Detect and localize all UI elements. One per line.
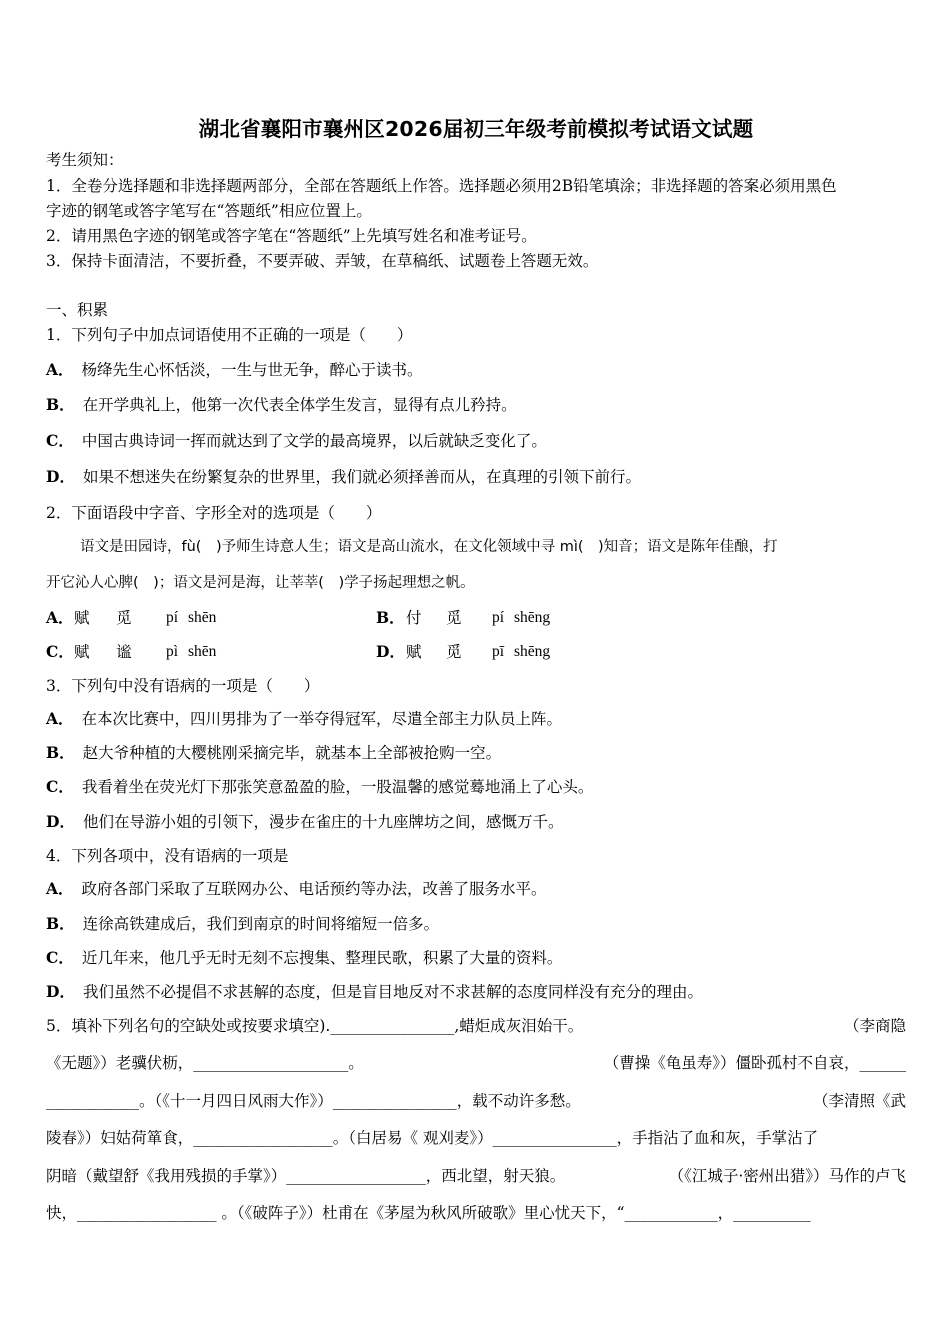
option-letter: A． <box>46 879 74 898</box>
line-text: 快，__________________ 。（《破阵子》）杜甫在《茅屋为秋风所破歌》里心忧天下，“____________，__________ <box>46 1204 811 1222</box>
question-1-option-c <box>46 430 906 452</box>
question-4-stem: 4．下列各项中，没有语病的一项是 <box>46 847 289 865</box>
option-text: 他们在导游小姐的引领下，漫步在雀庄的十九座牌坊之间，感慨万千。 <box>82 813 564 831</box>
option-letter: C． <box>46 431 74 450</box>
option-char: 赋 <box>406 643 422 661</box>
question-1-stem: 1．下列句子中加点词语使用不正确的一项是（ ） <box>46 326 413 344</box>
option-text: 政府各部门采取了互联网办公、电话预约等办法，改善了服务水平。 <box>81 880 547 898</box>
option-text: 连徐高铁建成后，我们到南京的时间将缩短一倍多。 <box>82 915 440 933</box>
option-pinyin: shēng <box>514 609 551 626</box>
option-letter: C． <box>46 642 74 661</box>
line-text: 《无题》）老骥伏枥，____________________。 <box>46 1054 364 1072</box>
question-2-passage: 开它沁人心脾( )；语文是河是海，让莘莘( )学子扬起理想之帆。 <box>46 575 475 591</box>
question-1-option-d <box>46 466 906 488</box>
notice-heading: 考生须知： <box>46 151 124 169</box>
question-3-stem: 3．下列句中没有语病的一项是（ ） <box>46 677 320 695</box>
option-letter: C． <box>46 948 74 967</box>
option-text: 中国古典诗词一挥而就达到了文学的最高境界，以后就缺乏变化了。 <box>81 432 547 450</box>
option-pinyin: pí <box>492 609 505 626</box>
question-4-option-b <box>46 913 906 935</box>
line-text: 陵春》）妇姑荷箪食，__________________。（白居易《 观刈麦》）________________，手指沾了血和灰，手掌沾了 <box>46 1129 819 1147</box>
line-text: 5．填补下列名句的空缺处或按要求填空).________________,蜡炬成灰泪始干。 <box>46 1017 584 1035</box>
option-text: 我看着坐在荧光灯下那张笑意盈盈的脸，一股温馨的感觉蓦地涌上了心头。 <box>81 778 594 796</box>
option-char: 觅 <box>116 609 132 627</box>
question-5-line <box>46 1090 906 1112</box>
question-3-option-a <box>46 708 906 730</box>
option-letter: A． <box>46 709 74 728</box>
option-pinyin: shēng <box>514 643 551 660</box>
page-title: 湖北省襄阳市襄州区2026届初三年级考前模拟考试语文试题 <box>198 117 754 141</box>
option-char: 付 <box>406 609 422 627</box>
option-char: 谧 <box>116 643 132 661</box>
option-pinyin: pí <box>166 609 179 626</box>
question-3-option-c <box>46 776 906 798</box>
question-5-line <box>46 1127 906 1149</box>
option-text: 近几年来，他几乎无时无刻不忘搜集、整理民歌，积累了大量的资料。 <box>81 949 563 967</box>
option-letter: B． <box>46 743 75 762</box>
question-5-line <box>46 1202 906 1224</box>
option-letter: B． <box>376 608 405 627</box>
line-text: 阴暗（戴望舒《我用残损的手掌》）__________________，西北望，射天狼。 <box>46 1167 566 1185</box>
question-1-option-b <box>46 394 906 416</box>
line-text: ____________。（《十一月四日风雨大作》）________________，载不动许多愁。 <box>46 1092 581 1110</box>
line-text-right: （李商隐 <box>843 1017 906 1035</box>
question-2-passage: 语文是田园诗，fù( )予师生诗意人生；语文是高山流水，在文化领域中寻 mì( )知音；语文是陈年佳酿，打 <box>80 539 778 555</box>
question-2-stem: 2．下面语段中字音、字形全对的选项是（ ） <box>46 504 382 522</box>
notice-item: 3．保持卡面清洁，不要折叠，不要弄破、弄皱，在草稿纸、试题卷上答题无效。 <box>46 252 599 270</box>
question-3-option-d <box>46 811 906 833</box>
option-letter: D． <box>46 812 75 831</box>
option-letter: C． <box>46 777 74 796</box>
line-text-right: （《江城子·密州出猎》）马作的卢飞 <box>668 1167 906 1185</box>
option-char: 赋 <box>74 643 90 661</box>
option-letter: A． <box>46 608 74 627</box>
question-4-option-d <box>46 981 906 1003</box>
option-text: 如果不想迷失在纷繁复杂的世界里，我们就必须择善而从，在真理的引领下前行。 <box>82 468 641 486</box>
option-letter: B． <box>46 914 75 933</box>
option-letter: D． <box>46 467 75 486</box>
option-text: 杨绛先生心怀恬淡，一生与世无争，醉心于读书。 <box>81 361 423 379</box>
question-5-line <box>46 1165 906 1187</box>
section-heading: 一、积累 <box>46 301 109 319</box>
question-5-line <box>46 1052 906 1074</box>
notice-item: 2．请用黑色字迹的钢笔或答字笔在“答题纸”上先填写姓名和准考证号。 <box>46 227 537 245</box>
option-letter: D． <box>376 642 405 661</box>
option-pinyin: pì <box>166 643 179 660</box>
option-letter: B． <box>46 395 75 414</box>
option-char: 赋 <box>74 609 90 627</box>
option-pinyin: shēn <box>188 643 217 660</box>
option-char: 觅 <box>446 643 462 661</box>
notice-item: 1．全卷分选择题和非选择题两部分，全部在答题纸上作答。选择题必须用2B铅笔填涂；非选择题的答案必须用黑色 <box>46 177 837 195</box>
option-text: 在开学典礼上，他第一次代表全体学生发言，显得有点儿矜持。 <box>82 396 517 414</box>
question-3-option-b <box>46 742 906 764</box>
line-text-right: （李清照《武 <box>812 1092 906 1110</box>
question-2-option-b <box>376 607 776 629</box>
question-4-option-a <box>46 878 906 900</box>
question-1-option-a <box>46 359 906 381</box>
notice-item: 字迹的钢笔或答字笔写在“答题纸”相应位置上。 <box>46 202 372 220</box>
option-pinyin: pī <box>492 643 505 660</box>
option-letter: D． <box>46 982 75 1001</box>
question-2-option-d <box>376 641 776 663</box>
option-char: 觅 <box>446 609 462 627</box>
question-4-option-c <box>46 947 906 969</box>
option-text: 赵大爷种植的大樱桃刚采摘完毕，就基本上全部被抢购一空。 <box>82 744 502 762</box>
option-text: 在本次比赛中，四川男排为了一举夺得冠军，尽遣全部主力队员上阵。 <box>81 710 563 728</box>
option-letter: A． <box>46 360 74 379</box>
option-text: 我们虽然不必提倡不求甚解的态度，但是盲目地反对不求甚解的态度同样没有充分的理由。 <box>82 983 703 1001</box>
question-5-line <box>46 1015 906 1037</box>
option-pinyin: shēn <box>188 609 217 626</box>
line-text-right: （曹操《龟虽寿》）僵卧孤村不自哀，______ <box>603 1054 906 1072</box>
